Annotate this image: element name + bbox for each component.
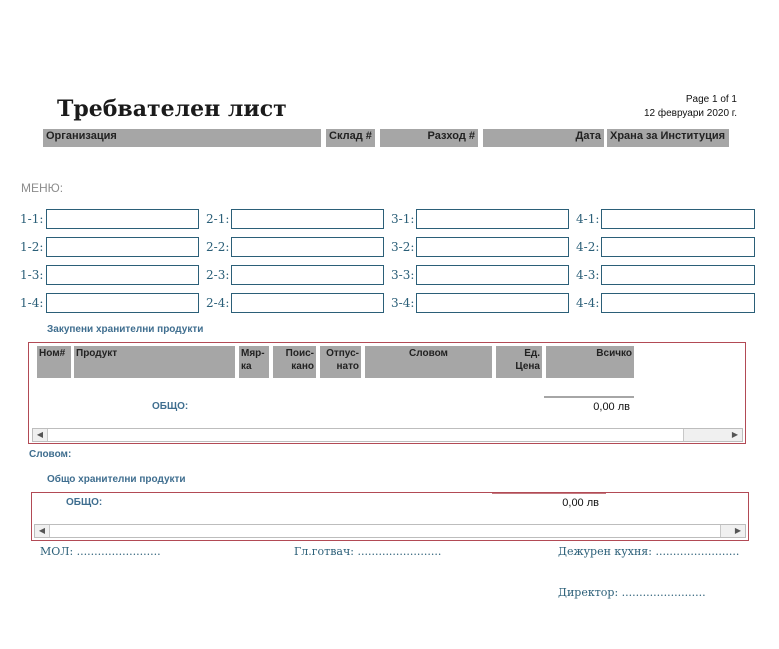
menu-label-2-1: 2-1: xyxy=(206,212,230,226)
words-label: Словом: xyxy=(29,449,72,460)
menu-label-1-1: 1-1: xyxy=(20,212,44,226)
menu-field-2-4[interactable] xyxy=(231,293,384,313)
col-unit: Мяр-ка xyxy=(239,346,269,378)
menu-label-4-1: 4-1: xyxy=(576,212,600,226)
header-organization: Организация xyxy=(43,129,321,147)
signature-mol: МОЛ: ........................ xyxy=(40,545,161,558)
header-warehouse: Склад # xyxy=(326,129,375,147)
menu-field-1-3[interactable] xyxy=(46,265,199,285)
menu-field-3-4[interactable] xyxy=(416,293,569,313)
menu-label-2-4: 2-4: xyxy=(206,296,230,310)
purchased-total-label: ОБЩО: xyxy=(152,401,189,412)
col-requested: Поис-кано xyxy=(273,346,316,378)
menu-label-1-4: 1-4: xyxy=(20,296,44,310)
menu-field-3-1[interactable] xyxy=(416,209,569,229)
menu-field-2-3[interactable] xyxy=(231,265,384,285)
menu-field-4-2[interactable] xyxy=(601,237,755,257)
purchased-total-value: 0,00 лв xyxy=(593,401,630,413)
page-number: Page 1 of 1 xyxy=(685,94,737,105)
menu-field-1-2[interactable] xyxy=(46,237,199,257)
page-info xyxy=(644,93,737,121)
menu-label-3-1: 3-1: xyxy=(391,212,415,226)
scroll-left-icon[interactable]: ◀ xyxy=(36,430,44,439)
menu-label-1-2: 1-2: xyxy=(20,240,44,254)
scroll-left-icon[interactable]: ◀ xyxy=(38,526,46,535)
overall-h-scrollbar[interactable] xyxy=(34,524,746,538)
menu-field-3-3[interactable] xyxy=(416,265,569,285)
col-product: Продукт xyxy=(74,346,235,378)
signature-kitchen: Дежурен кухня: ........................ xyxy=(558,545,740,558)
menu-label-1-3: 1-3: xyxy=(20,268,44,282)
scroll-thumb[interactable] xyxy=(47,429,684,441)
header-expense: Разход # xyxy=(380,129,478,147)
col-total: Всичко xyxy=(546,346,634,378)
menu-label-3-3: 3-3: xyxy=(391,268,415,282)
menu-label-2-2: 2-2: xyxy=(206,240,230,254)
menu-field-2-2[interactable] xyxy=(231,237,384,257)
menu-field-1-4[interactable] xyxy=(46,293,199,313)
menu-label-4-2: 4-2: xyxy=(576,240,600,254)
menu-label: МЕНЮ: xyxy=(21,181,64,195)
menu-field-3-2[interactable] xyxy=(416,237,569,257)
menu-label-3-2: 3-2: xyxy=(391,240,415,254)
header-date: Дата xyxy=(483,129,604,147)
menu-field-4-3[interactable] xyxy=(601,265,755,285)
report-date: 12 февруари 2020 г. xyxy=(643,108,737,119)
scroll-right-icon[interactable]: ▶ xyxy=(731,430,739,439)
col-in-words: Словом xyxy=(365,346,492,378)
signature-director: Директор: ........................ xyxy=(558,586,706,599)
scroll-right-icon[interactable]: ▶ xyxy=(734,526,742,535)
menu-label-4-4: 4-4: xyxy=(576,296,600,310)
signature-chef: Гл.готвач: ........................ xyxy=(294,545,442,558)
overall-section-title: Общо хранителни продукти xyxy=(47,474,186,485)
purchased-total-rule xyxy=(544,396,634,398)
col-issued: Отпус-нато xyxy=(320,346,361,378)
purchased-section-title: Закупени хранителни продукти xyxy=(47,324,204,335)
menu-label-2-3: 2-3: xyxy=(206,268,230,282)
overall-total-value: 0,00 лв xyxy=(562,497,599,509)
col-unit-price: Ед. Цена xyxy=(496,346,542,378)
scroll-thumb[interactable] xyxy=(49,525,721,537)
header-food-type: Храна за Институция xyxy=(607,129,729,147)
menu-field-4-4[interactable] xyxy=(601,293,755,313)
col-number: Ном# xyxy=(37,346,71,378)
menu-field-4-1[interactable] xyxy=(601,209,755,229)
menu-label-4-3: 4-3: xyxy=(576,268,600,282)
menu-field-2-1[interactable] xyxy=(231,209,384,229)
menu-field-1-1[interactable] xyxy=(46,209,199,229)
menu-label-3-4: 3-4: xyxy=(391,296,415,310)
overall-total-label: ОБЩО: xyxy=(66,497,103,508)
purchased-h-scrollbar[interactable] xyxy=(32,428,743,442)
page-title: Требвателен лист xyxy=(57,96,287,122)
